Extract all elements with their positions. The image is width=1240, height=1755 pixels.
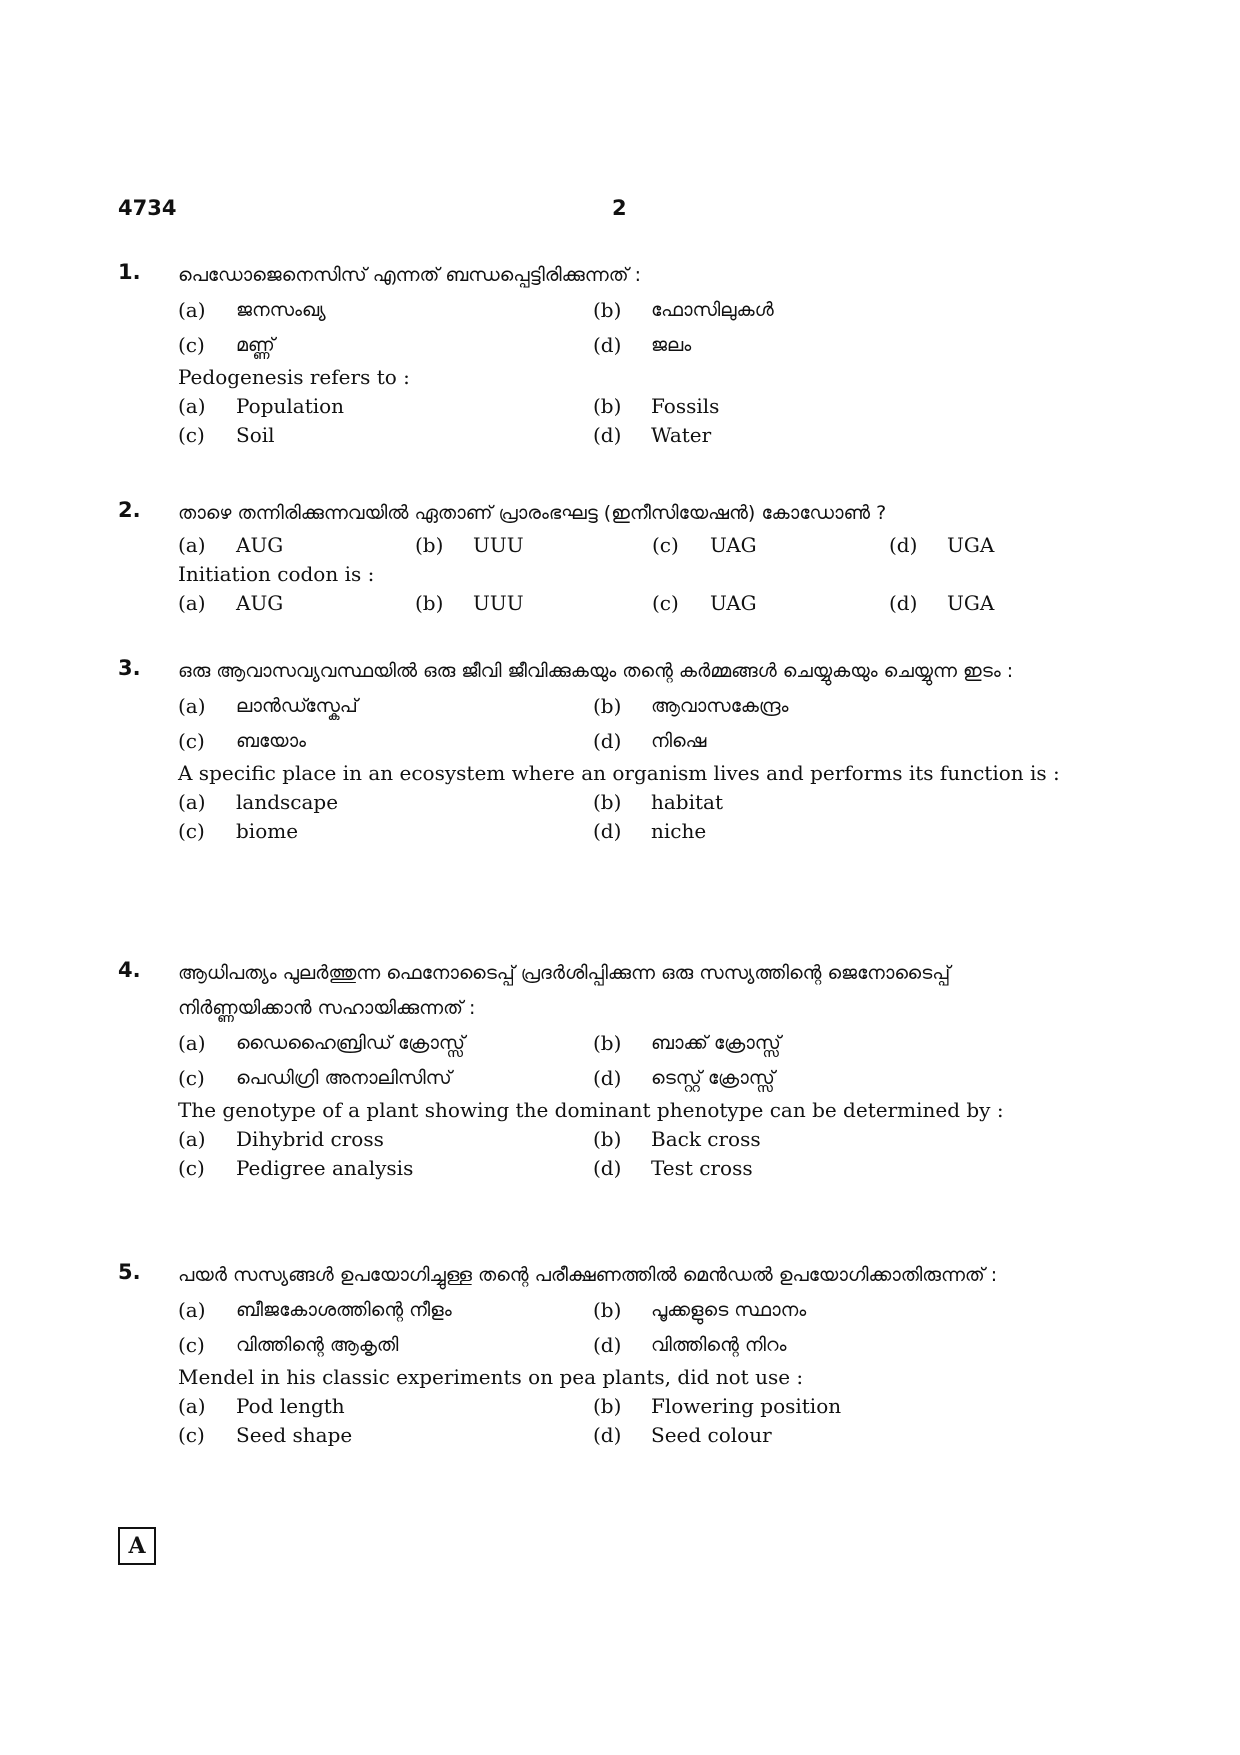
question-number: 2. [118,498,141,522]
question-stem-english: A specific place in an ecosystem where an organism lives and performs its function is : [178,761,1060,785]
question-number: 1. [118,260,141,284]
question-stem-malayalam: ഒരു ആവാസവ്യവസ്ഥയിൽ ഒരു ജീവി ജീവിക്കുകയും തന്റെ കർമ്മങ്ങൾ ചെയ്യുകയും ചെയ്യുന്ന ഇടം : [178,660,1014,682]
option-d-malayalam: (d) വിത്തിന്റെ നിറം [593,1333,787,1357]
question-stem-malayalam: പെഡോജെനെസിസ് എന്നത് ബന്ധപ്പെട്ടിരിക്കുന്നത് : [178,264,642,286]
question-number: 5. [118,1260,141,1284]
question-1 [118,258,1072,450]
option-c-english: (c) Soil [178,423,275,447]
question-stem-english: Pedogenesis refers to : [178,365,410,389]
option-a-malayalam: (a) ഡൈഹൈബ്രിഡ് ക്രോസ്സ് [178,1031,465,1055]
option-c-english: (c) Pedigree analysis [178,1156,414,1180]
option-a: (a) AUG [178,533,284,557]
question-2 [118,496,1072,618]
question-number: 3. [118,656,141,680]
option-b-english: (b) Back cross [593,1127,761,1151]
option-d-malayalam: (d) ജലം [593,333,692,357]
option-a-english: (a) Pod length [178,1394,345,1418]
option-b-malayalam: (b) ഫോസിലുകൾ [593,298,774,322]
option-a-english: (a) landscape [178,790,339,814]
option-d-english: (d) Water [593,423,712,447]
option-a-malayalam: (a) ജനസംഖ്യ [178,298,326,322]
option-b-english: (b) UUU [415,591,524,615]
option-d-english: (d) Seed colour [593,1423,772,1447]
option-b-english: (b) habitat [593,790,724,814]
option-a-malayalam: (a) ലാൻഡ്സ്കേപ് [178,694,358,718]
option-b-english: (b) Fossils [593,394,720,418]
option-d-malayalam: (d) നിഷെ [593,729,707,753]
question-stem-english: The genotype of a plant showing the dominant phenotype can be determined by : [178,1098,1004,1122]
question-5 [118,1258,1072,1450]
question-3 [118,654,1072,846]
option-c-english: (c) biome [178,819,299,843]
option-c-malayalam: (c) മണ്ണ് [178,333,275,357]
option-a-malayalam: (a) ബീജകോശത്തിന്റെ നീളം [178,1298,452,1322]
question-stem-malayalam: താഴെ തന്നിരിക്കുന്നവയിൽ ഏതാണ് പ്രാരംഭഘട്ട (ഇനീസിയേഷൻ) കോഡോൺ ? [178,502,887,524]
option-b-malayalam: (b) ബാക്ക് ക്രോസ്സ് [593,1031,781,1055]
question-stem-malayalam: ആധിപത്യം പുലർത്തുന്ന ഫെനോടൈപ്പ് പ്രദർശിപ്പിക്കുന്ന ഒരു സസ്യത്തിന്റെ ജെനോടൈപ്പ് നിർണ്ണയിക്കാൻ സഹായിക്കുന്നത് : [178,962,951,1019]
option-a-english: (a) Dihybrid cross [178,1127,384,1151]
booklet-code-box: A [118,1527,156,1565]
option-d-english: (d) Test cross [593,1156,753,1180]
option-d-malayalam: (d) ടെസ്റ്റ് ക്രോസ്സ് [593,1066,775,1090]
option-d: (d) UGA [889,533,995,557]
page-header [118,196,1072,226]
page-number: 2 [612,196,627,220]
question-number: 4. [118,958,141,982]
question-stem-english: Initiation codon is : [178,562,375,586]
question-4 [118,956,1072,1183]
option-c-malayalam: (c) പെഡിഗ്രി അനാലിസിസ് [178,1066,452,1090]
option-c-english: (c) UAG [652,591,757,615]
option-c-english: (c) Seed shape [178,1423,353,1447]
option-b-malayalam: (b) ആവാസകേന്ദ്രം [593,694,789,718]
question-stem-malayalam: പയർ സസ്യങ്ങൾ ഉപയോഗിച്ചുള്ള തന്റെ പരീക്ഷണത്തിൽ മെൻഡൽ ഉപയോഗിക്കാതിരുന്നത് : [178,1264,998,1286]
option-c-malayalam: (c) വിത്തിന്റെ ആകൃതി [178,1333,399,1357]
option-b: (b) UUU [415,533,524,557]
option-b-malayalam: (b) പൂക്കളുടെ സ്ഥാനം [593,1298,807,1322]
option-d-english: (d) niche [593,819,707,843]
option-c: (c) UAG [652,533,757,557]
option-a-english: (a) AUG [178,591,284,615]
option-a-english: (a) Population [178,394,345,418]
paper-code: 4734 [118,196,177,220]
option-d-english: (d) UGA [889,591,995,615]
option-c-malayalam: (c) ബയോം [178,729,307,753]
option-b-english: (b) Flowering position [593,1394,842,1418]
question-stem-english: Mendel in his classic experiments on pea plants, did not use : [178,1365,804,1389]
